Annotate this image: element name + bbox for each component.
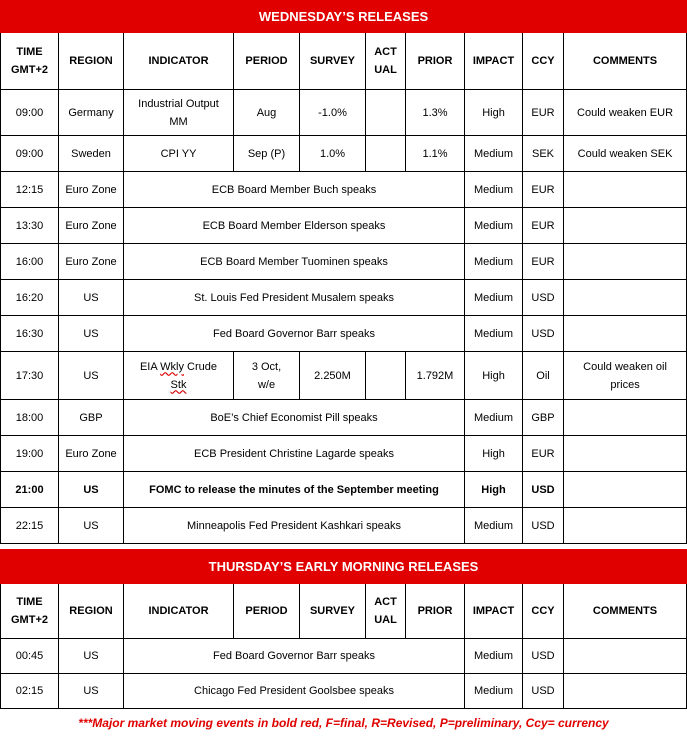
impact-cell: Medium: [465, 316, 523, 352]
time-cell: 18:00: [1, 400, 59, 436]
comment-cell: [564, 472, 687, 508]
header-period: PERIOD: [234, 33, 300, 90]
table-row: [1, 136, 687, 172]
table-row: [1, 90, 687, 136]
ccy-cell: GBP: [523, 400, 564, 436]
region-cell: Germany: [59, 90, 124, 136]
impact-cell: Medium: [465, 172, 523, 208]
actual-cell: [366, 352, 406, 400]
event-cell: Fed Board Governor Barr speaks: [124, 316, 465, 352]
region-cell: US: [59, 316, 124, 352]
ccy-cell: EUR: [523, 208, 564, 244]
header-impact: IMPACT: [465, 33, 523, 90]
region-cell: Sweden: [59, 136, 124, 172]
period-cell: Sep (P): [234, 136, 300, 172]
table-row: [1, 352, 687, 400]
ccy-cell: EUR: [523, 436, 564, 472]
impact-cell: Medium: [465, 400, 523, 436]
impact-cell: Medium: [465, 674, 523, 709]
header-prior: PRIOR: [406, 33, 465, 90]
footer-note: ***Major market moving events in bold red, F=final, R=Revised, P=preliminary, Ccy= currency: [78, 716, 609, 730]
indicator-cell: Industrial Output MM: [124, 90, 234, 136]
time-cell: 21:00: [1, 472, 59, 508]
impact-cell: High: [465, 90, 523, 136]
impact-cell: Medium: [465, 280, 523, 316]
table-row: [1, 172, 687, 208]
impact-cell: Medium: [465, 508, 523, 544]
region-cell: Euro Zone: [59, 208, 124, 244]
region-cell: Euro Zone: [59, 436, 124, 472]
comment-cell: Could weaken SEK: [564, 136, 687, 172]
ccy-cell: USD: [523, 639, 564, 674]
table-row: [1, 316, 687, 352]
region-cell: US: [59, 674, 124, 709]
time-cell: 16:30: [1, 316, 59, 352]
comment-cell: [564, 436, 687, 472]
header-survey: SURVEY: [300, 584, 366, 639]
impact-cell: Medium: [465, 136, 523, 172]
header-comments: COMMENTS: [564, 584, 687, 639]
region-cell: Euro Zone: [59, 172, 124, 208]
impact-cell: High: [465, 352, 523, 400]
header-region: REGION: [59, 33, 124, 90]
ccy-cell: USD: [523, 674, 564, 709]
time-cell: 02:15: [1, 674, 59, 709]
actual-cell: [366, 90, 406, 136]
header-impact: IMPACT: [465, 584, 523, 639]
header-period: PERIOD: [234, 584, 300, 639]
period-cell: 3 Oct, w/e: [234, 352, 300, 400]
event-cell: ECB Board Member Tuominen speaks: [124, 244, 465, 280]
region-cell: GBP: [59, 400, 124, 436]
ccy-cell: EUR: [523, 90, 564, 136]
header-region: REGION: [59, 584, 124, 639]
comment-cell: [564, 244, 687, 280]
ccy-cell: USD: [523, 508, 564, 544]
header-time: TIME GMT+2: [1, 33, 59, 90]
header-survey: SURVEY: [300, 33, 366, 90]
time-cell: 09:00: [1, 90, 59, 136]
time-cell: 16:20: [1, 280, 59, 316]
ccy-cell: EUR: [523, 172, 564, 208]
header-prior: PRIOR: [406, 584, 465, 639]
time-cell: 17:30: [1, 352, 59, 400]
impact-cell: High: [465, 436, 523, 472]
survey-cell: 1.0%: [300, 136, 366, 172]
prior-cell: 1.3%: [406, 90, 465, 136]
thursday-table: [0, 549, 687, 709]
comment-cell: [564, 208, 687, 244]
region-cell: US: [59, 508, 124, 544]
time-cell: 12:15: [1, 172, 59, 208]
region-cell: US: [59, 639, 124, 674]
region-cell: US: [59, 472, 124, 508]
prior-cell: 1.792M: [406, 352, 465, 400]
event-cell: St. Louis Fed President Musalem speaks: [124, 280, 465, 316]
comment-cell: Could weaken EUR: [564, 90, 687, 136]
table-row: [1, 400, 687, 436]
period-cell: Aug: [234, 90, 300, 136]
ccy-cell: Oil: [523, 352, 564, 400]
header-actual: ACT UAL: [366, 584, 406, 639]
event-cell: Fed Board Governor Barr speaks: [124, 639, 465, 674]
header-ccy: CCY: [523, 33, 564, 90]
impact-cell: High: [465, 472, 523, 508]
event-cell: BoE’s Chief Economist Pill speaks: [124, 400, 465, 436]
header-indicator: INDICATOR: [124, 584, 234, 639]
header-actual: ACT UAL: [366, 33, 406, 90]
header-ccy: CCY: [523, 584, 564, 639]
wednesday-title: WEDNESDAY’S RELEASES: [1, 1, 687, 33]
ccy-cell: EUR: [523, 244, 564, 280]
table-row: [1, 674, 687, 709]
survey-cell: -1.0%: [300, 90, 366, 136]
time-cell: 16:00: [1, 244, 59, 280]
region-cell: US: [59, 280, 124, 316]
time-cell: 00:45: [1, 639, 59, 674]
table-row: [1, 244, 687, 280]
comment-cell: [564, 316, 687, 352]
impact-cell: Medium: [465, 639, 523, 674]
indicator-cell: EIA Wkly Crude Stk: [124, 352, 234, 400]
impact-cell: Medium: [465, 208, 523, 244]
table-row: [1, 208, 687, 244]
comment-cell: Could weaken oil prices: [564, 352, 687, 400]
region-cell: Euro Zone: [59, 244, 124, 280]
event-cell: ECB Board Member Buch speaks: [124, 172, 465, 208]
thursday-title: THURSDAY’S EARLY MORNING RELEASES: [1, 550, 687, 584]
table-row: [1, 508, 687, 544]
comment-cell: [564, 674, 687, 709]
comment-cell: [564, 172, 687, 208]
survey-cell: 2.250M: [300, 352, 366, 400]
event-cell: FOMC to release the minutes of the September meeting: [124, 472, 465, 508]
event-cell: Chicago Fed President Goolsbee speaks: [124, 674, 465, 709]
time-cell: 22:15: [1, 508, 59, 544]
event-cell: ECB Board Member Elderson speaks: [124, 208, 465, 244]
comment-cell: [564, 400, 687, 436]
ccy-cell: SEK: [523, 136, 564, 172]
ccy-cell: USD: [523, 280, 564, 316]
region-cell: US: [59, 352, 124, 400]
comment-cell: [564, 280, 687, 316]
table-row: [1, 472, 687, 508]
prior-cell: 1.1%: [406, 136, 465, 172]
impact-cell: Medium: [465, 244, 523, 280]
header-comments: COMMENTS: [564, 33, 687, 90]
ccy-cell: USD: [523, 316, 564, 352]
comment-cell: [564, 639, 687, 674]
time-cell: 09:00: [1, 136, 59, 172]
table-row: [1, 639, 687, 674]
actual-cell: [366, 136, 406, 172]
event-cell: ECB President Christine Lagarde speaks: [124, 436, 465, 472]
table-row: [1, 436, 687, 472]
ccy-cell: USD: [523, 472, 564, 508]
event-cell: Minneapolis Fed President Kashkari speaks: [124, 508, 465, 544]
time-cell: 19:00: [1, 436, 59, 472]
comment-cell: [564, 508, 687, 544]
header-indicator: INDICATOR: [124, 33, 234, 90]
indicator-cell: CPI YY: [124, 136, 234, 172]
time-cell: 13:30: [1, 208, 59, 244]
table-row: [1, 280, 687, 316]
header-time: TIME GMT+2: [1, 584, 59, 639]
